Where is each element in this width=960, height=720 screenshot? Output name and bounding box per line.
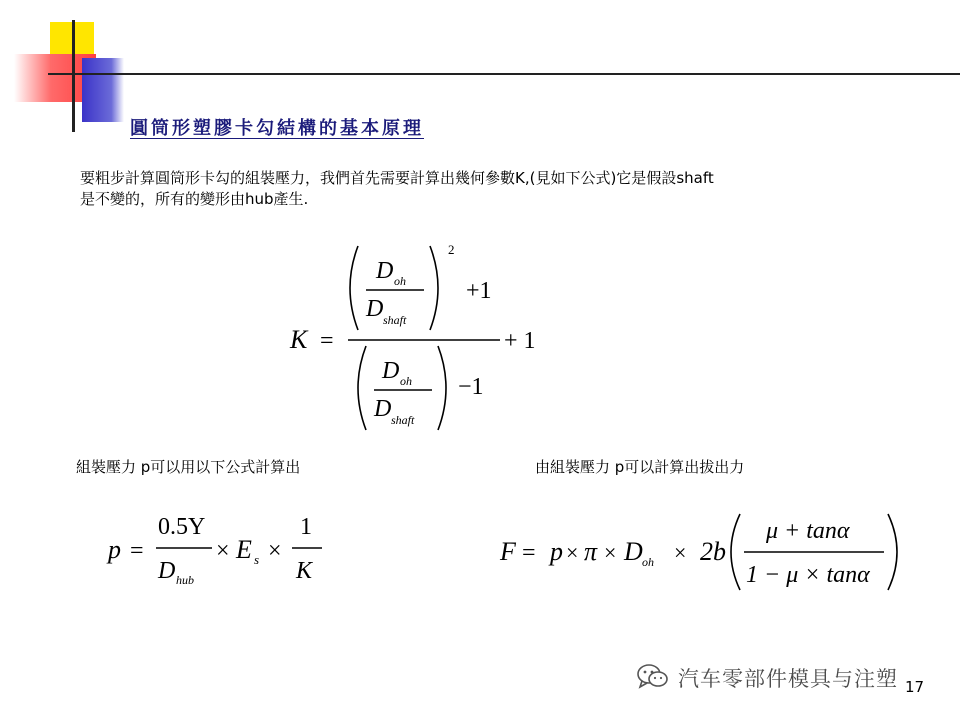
- wechat-icon: [636, 662, 670, 694]
- page-number: 17: [905, 678, 925, 696]
- k-num-sub-oh: oh: [394, 274, 406, 288]
- k-den-d-shaft: D: [374, 396, 392, 422]
- k-num-sub-shaft: shaft: [383, 313, 407, 327]
- k-num-d: D: [376, 258, 394, 284]
- k-den-sub-oh: oh: [400, 374, 412, 388]
- k-num-d-shaft: D: [366, 296, 384, 322]
- f-denominator: 1 − μ × tanα: [746, 562, 870, 588]
- p-one: 1: [300, 514, 312, 540]
- f-equals: =: [522, 540, 536, 566]
- label-assembly-pressure: 組裝壓力 p可以用以下公式計算出: [76, 458, 301, 476]
- f-p: p: [550, 537, 563, 566]
- p-e-sub: s: [254, 552, 260, 567]
- p-k: K: [296, 558, 313, 584]
- f-2b: 2b: [700, 537, 726, 566]
- decor-vertical-line: [72, 20, 75, 132]
- p-e: E: [236, 535, 252, 564]
- page-title: 圓筒形塑膠卡勾結構的基本原理: [130, 118, 424, 139]
- p-lhs: p: [108, 535, 121, 564]
- k-equals: =: [320, 328, 334, 354]
- k-exponent: 2: [448, 242, 455, 257]
- watermark: [636, 662, 898, 694]
- intro-line-2: 是不變的，所有的變形由hub產生.: [80, 190, 309, 208]
- f-times-3: ×: [674, 540, 687, 565]
- p-numerator: 0.5Y: [158, 514, 206, 540]
- decor-blue-block: [82, 58, 124, 122]
- f-pi: π: [584, 537, 598, 566]
- intro-line-1: 要粗步計算圓筒形卡勾的組裝壓力，我們首先需要計算出幾何參數K,(見如下公式)它是假設shaft: [80, 169, 714, 187]
- k-plus-one: +1: [466, 278, 492, 304]
- f-d: D: [624, 537, 643, 566]
- f-d-sub: oh: [642, 555, 654, 569]
- f-lhs: F: [500, 537, 516, 566]
- p-times-2: ×: [268, 538, 282, 564]
- k-lhs: K: [290, 325, 308, 354]
- decor-horizontal-line: [48, 73, 960, 75]
- formula-k: [282, 238, 562, 442]
- intro-paragraph: [80, 168, 880, 210]
- p-times-1: ×: [216, 538, 230, 564]
- f-numerator: μ + tanα: [766, 518, 850, 544]
- p-den-sub-hub: hub: [176, 573, 194, 587]
- watermark-text: 汽车零部件模具与注塑: [678, 667, 898, 691]
- formula-p: [100, 504, 340, 598]
- k-den-d: D: [382, 358, 400, 384]
- p-equals: =: [130, 538, 144, 564]
- label-pullout-force: 由組裝壓力 p可以計算出拔出力: [535, 458, 745, 476]
- k-den-sub-shaft: shaft: [391, 413, 415, 427]
- formula-f: [494, 508, 904, 598]
- f-times-2: ×: [604, 540, 617, 565]
- p-den-d: D: [158, 558, 176, 584]
- k-outer-plus-one: + 1: [504, 328, 536, 354]
- f-times-1: ×: [566, 540, 579, 565]
- k-minus-one: −1: [458, 374, 484, 400]
